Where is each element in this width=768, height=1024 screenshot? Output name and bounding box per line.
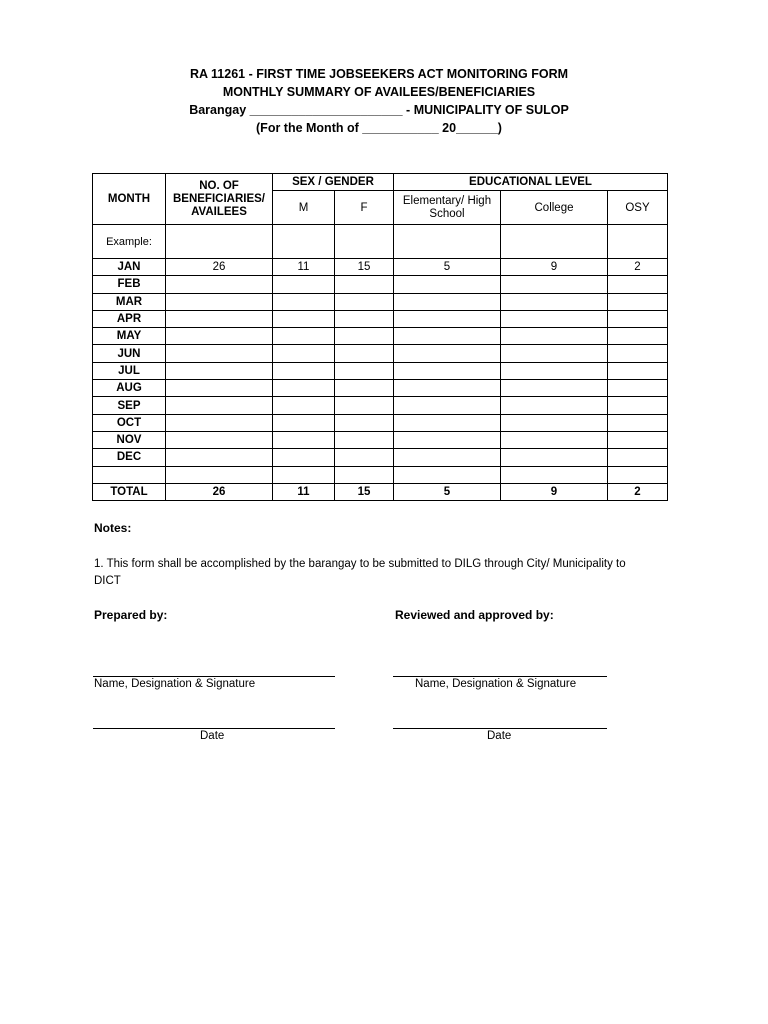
note-1: 1. This form shall be accomplished by the barangay to be submitted to DILG through City/ Municipality to DICT [94, 558, 626, 587]
month-cell: JUN [93, 345, 166, 362]
m-cell: 11 [273, 259, 335, 276]
header-educational-level: EDUCATIONAL LEVEL [394, 174, 668, 191]
total-college: 9 [501, 483, 608, 500]
college-cell [501, 380, 608, 397]
prepared-signature-line [93, 676, 335, 677]
osy-cell [608, 276, 668, 293]
elementary-high-school-cell [394, 276, 501, 293]
beneficiaries-cell [166, 362, 273, 379]
month-cell: OCT [93, 414, 166, 431]
college-cell [501, 414, 608, 431]
month-cell: NOV [93, 431, 166, 448]
elementary-high-school-cell [394, 449, 501, 466]
f-cell [335, 449, 394, 466]
elementary-high-school-cell: 5 [394, 259, 501, 276]
college-cell [501, 293, 608, 310]
total-beneficiaries: 26 [166, 483, 273, 500]
beneficiaries-cell [166, 397, 273, 414]
m-cell [273, 380, 335, 397]
total-row [93, 483, 668, 500]
example-row [93, 225, 668, 259]
m-cell [273, 397, 335, 414]
f-cell [335, 397, 394, 414]
subheader-college: College [501, 191, 608, 225]
m-cell [273, 328, 335, 345]
reviewed-date-caption: Date [487, 730, 512, 742]
beneficiaries-cell [166, 431, 273, 448]
prepared-date-caption: Date [200, 730, 225, 742]
table-row [93, 397, 668, 414]
month-cell: JAN [93, 259, 166, 276]
table-row [93, 431, 668, 448]
header-sex-gender: SEX / GENDER [273, 174, 394, 191]
f-cell: 15 [335, 259, 394, 276]
month-cell: FEB [93, 276, 166, 293]
table-row [93, 362, 668, 379]
table-row [93, 276, 668, 293]
month-line: (For the Month of ___________ 20______) [256, 121, 502, 135]
m-cell [273, 431, 335, 448]
month-cell: MAR [93, 293, 166, 310]
college-cell [501, 362, 608, 379]
header-beneficiaries: NO. OF BENEFICIARIES/ AVAILEES [166, 174, 273, 225]
college-cell [501, 310, 608, 327]
f-cell [335, 293, 394, 310]
beneficiaries-cell [166, 380, 273, 397]
table-row [93, 259, 668, 276]
osy-cell [608, 293, 668, 310]
table-row [93, 328, 668, 345]
osy-cell [608, 345, 668, 362]
f-cell [335, 380, 394, 397]
college-cell [501, 431, 608, 448]
month-cell: DEC [93, 449, 166, 466]
total-f: 15 [335, 483, 394, 500]
college-cell: 9 [501, 259, 608, 276]
table-row [93, 449, 668, 466]
osy-cell [608, 362, 668, 379]
prepared-by-label: Prepared by: [94, 608, 168, 622]
example-label: Example: [93, 225, 166, 259]
m-cell [273, 310, 335, 327]
total-m: 11 [273, 483, 335, 500]
elementary-high-school-cell [394, 345, 501, 362]
table-row [93, 345, 668, 362]
beneficiaries-cell: 26 [166, 259, 273, 276]
subheader-osy: OSY [608, 191, 668, 225]
total-label: TOTAL [93, 483, 166, 500]
osy-cell: 2 [608, 259, 668, 276]
osy-cell [608, 397, 668, 414]
prepared-name-caption: Name, Designation & Signature [94, 678, 256, 690]
osy-cell [608, 380, 668, 397]
month-cell: MAY [93, 328, 166, 345]
total-elementary-high-school: 5 [394, 483, 501, 500]
monitoring-table [92, 173, 668, 501]
blank-row [93, 466, 668, 483]
elementary-high-school-cell [394, 293, 501, 310]
beneficiaries-cell [166, 449, 273, 466]
reviewed-by-label: Reviewed and approved by: [395, 608, 554, 622]
form-title: RA 11261 - FIRST TIME JOBSEEKERS ACT MONITORING FORM [189, 67, 569, 81]
month-cell: SEP [93, 397, 166, 414]
form-subtitle: MONTHLY SUMMARY OF AVAILEES/BENEFICIARIES [222, 85, 536, 99]
osy-cell [608, 431, 668, 448]
elementary-high-school-cell [394, 380, 501, 397]
beneficiaries-cell [166, 345, 273, 362]
f-cell [335, 431, 394, 448]
table-row [93, 293, 668, 310]
f-cell [335, 362, 394, 379]
m-cell [273, 345, 335, 362]
form-header [0, 65, 758, 137]
reviewed-date-line [393, 728, 607, 729]
f-cell [335, 310, 394, 327]
prepared-date-line [93, 728, 335, 729]
table-row [93, 380, 668, 397]
college-cell [501, 449, 608, 466]
beneficiaries-cell [166, 310, 273, 327]
beneficiaries-cell [166, 276, 273, 293]
college-cell [501, 345, 608, 362]
month-cell: AUG [93, 380, 166, 397]
notes-title: Notes: [94, 521, 132, 535]
beneficiaries-cell [166, 414, 273, 431]
m-cell [273, 276, 335, 293]
osy-cell [608, 328, 668, 345]
m-cell [273, 362, 335, 379]
m-cell [273, 449, 335, 466]
m-cell [273, 414, 335, 431]
subheader-m: M [273, 191, 335, 225]
elementary-high-school-cell [394, 397, 501, 414]
beneficiaries-cell [166, 328, 273, 345]
subheader-f: F [335, 191, 394, 225]
elementary-high-school-cell [394, 362, 501, 379]
total-osy: 2 [608, 483, 668, 500]
elementary-high-school-cell [394, 310, 501, 327]
header-month: MONTH [93, 174, 166, 225]
beneficiaries-cell [166, 293, 273, 310]
osy-cell [608, 310, 668, 327]
m-cell [273, 293, 335, 310]
barangay-line: Barangay ______________________ - MUNICIPALITY OF SULOP [189, 103, 569, 117]
osy-cell [608, 414, 668, 431]
table-row [93, 310, 668, 327]
college-cell [501, 397, 608, 414]
f-cell [335, 276, 394, 293]
month-cell: APR [93, 310, 166, 327]
college-cell [501, 328, 608, 345]
elementary-high-school-cell [394, 431, 501, 448]
elementary-high-school-cell [394, 414, 501, 431]
college-cell [501, 276, 608, 293]
reviewed-name-caption: Name, Designation & Signature [415, 678, 577, 690]
elementary-high-school-cell [394, 328, 501, 345]
f-cell [335, 414, 394, 431]
f-cell [335, 328, 394, 345]
f-cell [335, 345, 394, 362]
reviewed-signature-line [393, 676, 607, 677]
table-row [93, 414, 668, 431]
osy-cell [608, 449, 668, 466]
subheader-elementary-high-school: Elementary/ High School [394, 191, 501, 225]
month-cell: JUL [93, 362, 166, 379]
